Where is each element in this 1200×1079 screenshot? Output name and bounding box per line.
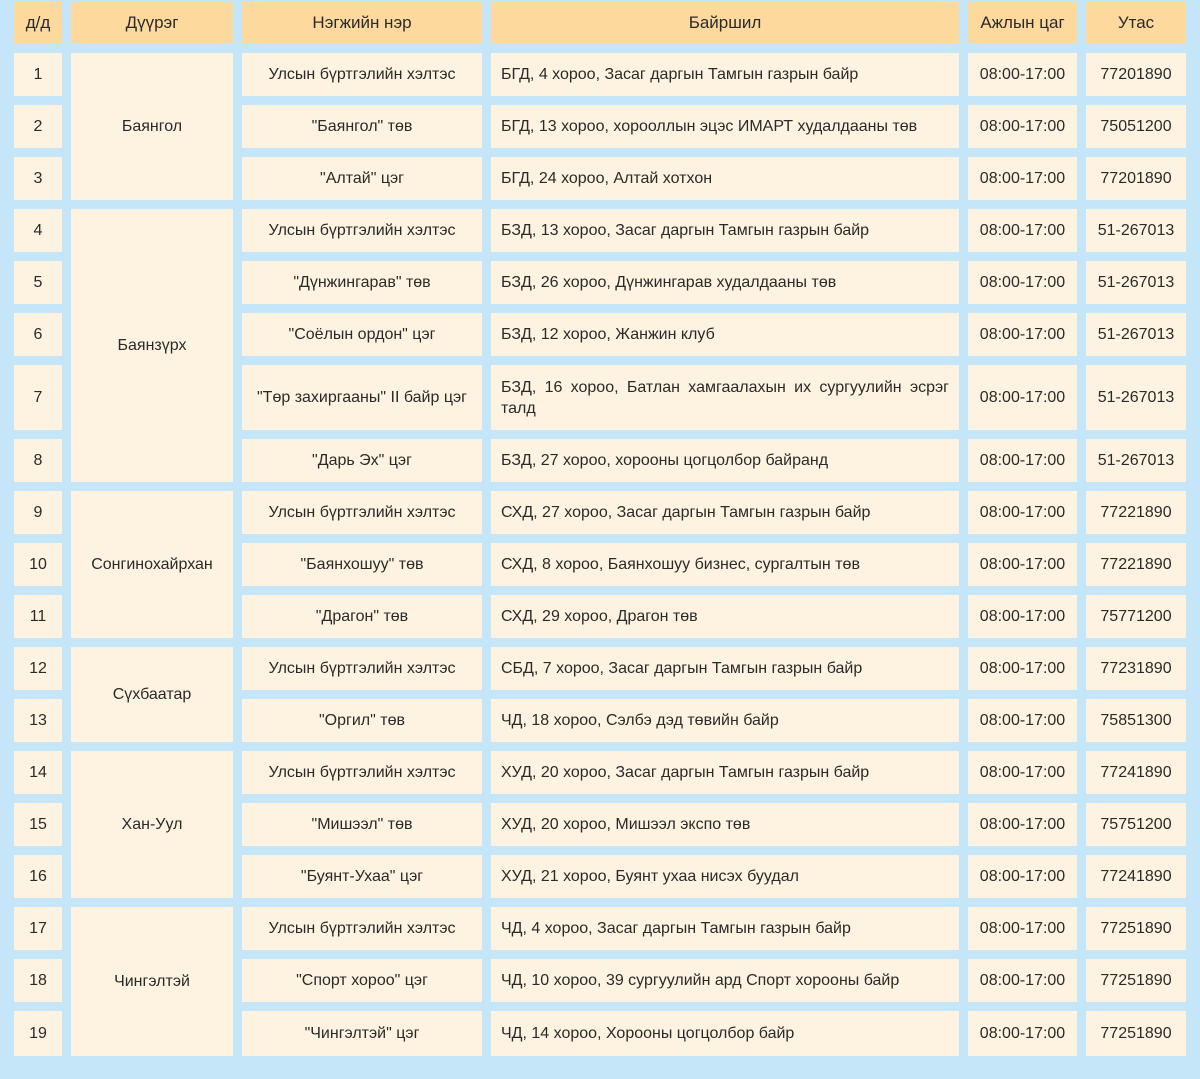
row-number-text: 3 <box>33 170 43 187</box>
phone-number <box>1086 1011 1186 1056</box>
unit-name <box>242 439 482 482</box>
unit-name <box>242 595 482 638</box>
location <box>491 261 959 304</box>
district-name-text: Сонгинохайрхан <box>91 556 213 573</box>
working-hours <box>968 907 1077 950</box>
location-text: СХД, 8 хороо, Баянхошуу бизнес, сургалтын төв <box>501 556 860 573</box>
header-phone-text: Утас <box>1117 13 1155 32</box>
row-number <box>14 439 62 482</box>
phone-number <box>1086 157 1186 200</box>
unit-name <box>242 1011 482 1056</box>
working-hours-text: 08:00-17:00 <box>979 504 1066 521</box>
unit-name <box>242 157 482 200</box>
working-hours-text: 08:00-17:00 <box>979 66 1066 83</box>
header-district <box>71 2 233 43</box>
working-hours <box>968 313 1077 356</box>
unit-name-text: Улсын бүртгэлийн хэлтэс <box>268 504 456 521</box>
phone-number <box>1086 803 1186 846</box>
district-name-text: Баянгол <box>121 118 183 135</box>
row-number <box>14 959 62 1002</box>
location <box>491 959 959 1002</box>
working-hours-text: 08:00-17:00 <box>979 816 1066 833</box>
row-number-text: 5 <box>33 274 43 291</box>
location <box>491 313 959 356</box>
working-hours <box>968 595 1077 638</box>
working-hours <box>968 803 1077 846</box>
unit-name <box>242 751 482 794</box>
district-name-text: Чингэлтэй <box>114 973 190 990</box>
working-hours-text: 08:00-17:00 <box>979 170 1066 187</box>
unit-name-text: "Баянхошуу" төв <box>300 556 424 573</box>
row-number-text: 19 <box>29 1025 47 1042</box>
working-hours-text: 08:00-17:00 <box>979 660 1066 677</box>
unit-name-text: "Дүнжингарав" төв <box>293 274 431 291</box>
unit-name-text: "Чингэлтэй" цэг <box>304 1025 420 1042</box>
phone-number-text: 75771200 <box>1100 608 1172 625</box>
phone-number-text: 75851300 <box>1100 712 1172 729</box>
row-number-text: 4 <box>33 222 43 239</box>
working-hours <box>968 53 1077 96</box>
location-text: ЧД, 14 хороо, Хорооны цогцолбор байр <box>501 1025 795 1042</box>
phone-number-text: 51-267013 <box>1097 389 1175 406</box>
phone-number <box>1086 855 1186 898</box>
row-number <box>14 491 62 534</box>
phone-number <box>1086 543 1186 586</box>
header-num <box>14 2 62 43</box>
header-unit-text: Нэгжийн нэр <box>312 13 412 32</box>
location-text: ЧД, 4 хороо, Засаг даргын Тамгын газрын байр <box>501 920 851 937</box>
unit-name-text: "Буянт-Ухаа" цэг <box>300 868 424 885</box>
row-number-text: 8 <box>33 452 43 469</box>
working-hours-text: 08:00-17:00 <box>979 608 1066 625</box>
working-hours <box>968 647 1077 690</box>
row-number <box>14 803 62 846</box>
phone-number <box>1086 313 1186 356</box>
unit-name <box>242 907 482 950</box>
location-text: БЗД, 12 хороо, Жанжин клуб <box>501 326 715 343</box>
row-number-text: 7 <box>33 389 43 406</box>
phone-number-text: 77221890 <box>1100 504 1172 521</box>
header-location-text: Байршил <box>688 13 762 32</box>
unit-name-text: "Спорт хороо" цэг <box>296 972 428 989</box>
phone-number <box>1086 907 1186 950</box>
working-hours <box>968 1011 1077 1056</box>
unit-name <box>242 543 482 586</box>
row-number-text: 10 <box>29 556 47 573</box>
row-number-text: 18 <box>29 972 47 989</box>
row-number <box>14 105 62 148</box>
district-name-text: Хан-Уул <box>121 816 183 833</box>
working-hours-text: 08:00-17:00 <box>979 274 1066 291</box>
working-hours <box>968 491 1077 534</box>
phone-number-text: 77231890 <box>1100 660 1172 677</box>
header-hours <box>968 2 1077 43</box>
location <box>491 751 959 794</box>
row-number <box>14 855 62 898</box>
phone-number <box>1086 647 1186 690</box>
phone-number-text: 77201890 <box>1100 170 1172 187</box>
unit-name <box>242 53 482 96</box>
row-number-text: 9 <box>33 504 43 521</box>
working-hours <box>968 105 1077 148</box>
phone-number-text: 51-267013 <box>1097 326 1175 343</box>
working-hours <box>968 699 1077 742</box>
row-number <box>14 209 62 252</box>
phone-number-text: 77251890 <box>1100 920 1172 937</box>
unit-name-text: "Мишээл" төв <box>311 816 413 833</box>
header-district-text: Дүүрэг <box>125 13 179 32</box>
location-text: ХУД, 20 хороо, Засаг даргын Тамгын газрын байр <box>501 764 870 781</box>
location-text: ХУД, 20 хороо, Мишээл экспо төв <box>501 816 751 833</box>
unit-name <box>242 491 482 534</box>
phone-number-text: 77201890 <box>1100 66 1172 83</box>
location <box>491 907 959 950</box>
header-unit <box>242 2 482 43</box>
location-text: ЧД, 18 хороо, Сэлбэ дэд төвийн байр <box>501 712 779 729</box>
location-text: СХД, 27 хороо, Засаг даргын Тамгын газрын байр <box>501 504 871 521</box>
unit-name-text: Улсын бүртгэлийн хэлтэс <box>268 66 456 83</box>
working-hours <box>968 157 1077 200</box>
unit-name-text: "Оргил" төв <box>319 712 405 729</box>
header-phone <box>1086 2 1186 43</box>
location <box>491 491 959 534</box>
working-hours-text: 08:00-17:00 <box>979 764 1066 781</box>
working-hours-text: 08:00-17:00 <box>979 389 1066 406</box>
district-name <box>71 647 233 742</box>
working-hours-text: 08:00-17:00 <box>979 326 1066 343</box>
header-num-text: д/д <box>25 13 51 32</box>
location-text: БЗД, 26 хороо, Дүнжингарав худалдааны төв <box>501 274 837 291</box>
district-name-text: Баянзүрх <box>117 337 187 354</box>
location-text: БГД, 4 хороо, Засаг даргын Тамгын газрын байр <box>501 66 859 83</box>
working-hours-text: 08:00-17:00 <box>979 222 1066 239</box>
phone-number <box>1086 439 1186 482</box>
location-text: БЗД, 16 хороо, Батлан хамгаалахын их сургуулийн эсрэг талд <box>501 378 949 417</box>
location-text: СХД, 29 хороо, Драгон төв <box>501 608 698 625</box>
unit-name <box>242 209 482 252</box>
working-hours-text: 08:00-17:00 <box>979 452 1066 469</box>
row-number <box>14 751 62 794</box>
working-hours-text: 08:00-17:00 <box>979 1025 1066 1042</box>
location-text: БГД, 13 хороо, хорооллын эцэс ИМАРТ худалдааны төв <box>501 118 918 135</box>
row-number <box>14 543 62 586</box>
phone-number <box>1086 209 1186 252</box>
location-text: ЧД, 10 хороо, 39 сургуулийн ард Спорт хорооны байр <box>501 972 900 989</box>
row-number <box>14 1011 62 1056</box>
unit-name-text: Улсын бүртгэлийн хэлтэс <box>268 920 456 937</box>
phone-number-text: 77251890 <box>1100 972 1172 989</box>
location <box>491 209 959 252</box>
row-number <box>14 365 62 430</box>
unit-name <box>242 855 482 898</box>
row-number-text: 11 <box>29 608 47 625</box>
unit-name-text: "Дарь Эх" цэг <box>312 452 412 469</box>
location <box>491 157 959 200</box>
phone-number-text: 75051200 <box>1100 118 1172 135</box>
working-hours-text: 08:00-17:00 <box>979 868 1066 885</box>
location <box>491 53 959 96</box>
phone-number <box>1086 261 1186 304</box>
unit-name-text: "Соёлын ордон" цэг <box>288 326 436 343</box>
row-number <box>14 595 62 638</box>
working-hours <box>968 751 1077 794</box>
working-hours-text: 08:00-17:00 <box>979 118 1066 135</box>
unit-name-text: "Төр захиргааны" II байр цэг <box>257 389 467 406</box>
location-text: БЗД, 13 хороо, Засаг даргын Тамгын газрын байр <box>501 222 870 239</box>
phone-number <box>1086 959 1186 1002</box>
unit-name <box>242 261 482 304</box>
district-name <box>71 491 233 638</box>
unit-name-text: Улсын бүртгэлийн хэлтэс <box>268 222 456 239</box>
working-hours-text: 08:00-17:00 <box>979 972 1066 989</box>
location-text: СБД, 7 хороо, Засаг даргын Тамгын газрын байр <box>501 660 863 677</box>
row-number <box>14 53 62 96</box>
working-hours <box>968 439 1077 482</box>
phone-number-text: 51-267013 <box>1097 452 1175 469</box>
location <box>491 803 959 846</box>
district-name <box>71 907 233 1056</box>
unit-name-text: Улсын бүртгэлийн хэлтэс <box>268 660 456 677</box>
phone-number-text: 77221890 <box>1100 556 1172 573</box>
working-hours <box>968 959 1077 1002</box>
row-number <box>14 907 62 950</box>
phone-number-text: 75751200 <box>1100 816 1172 833</box>
phone-number-text: 51-267013 <box>1097 274 1175 291</box>
row-number <box>14 647 62 690</box>
unit-name <box>242 313 482 356</box>
location <box>491 1011 959 1056</box>
location <box>491 647 959 690</box>
unit-name-text: Улсын бүртгэлийн хэлтэс <box>268 764 456 781</box>
row-number-text: 14 <box>29 764 47 781</box>
phone-number-text: 51-267013 <box>1097 222 1175 239</box>
unit-name-text: "Баянгол" төв <box>311 118 413 135</box>
location-text: БЗД, 27 хороо, хорооны цогцолбор байранд <box>501 452 829 469</box>
phone-number <box>1086 491 1186 534</box>
working-hours <box>968 543 1077 586</box>
phone-number-text: 77241890 <box>1100 868 1172 885</box>
unit-name-text: "Алтай" цэг <box>320 170 404 187</box>
district-name <box>71 751 233 898</box>
unit-name <box>242 365 482 430</box>
phone-number <box>1086 365 1186 430</box>
location <box>491 699 959 742</box>
district-name <box>71 53 233 200</box>
row-number-text: 12 <box>29 660 47 677</box>
location <box>491 855 959 898</box>
header-location <box>491 2 959 43</box>
location <box>491 105 959 148</box>
phone-number-text: 77241890 <box>1100 764 1172 781</box>
working-hours <box>968 261 1077 304</box>
location <box>491 365 959 430</box>
phone-number <box>1086 751 1186 794</box>
location-text: БГД, 24 хороо, Алтай хотхон <box>501 170 713 187</box>
working-hours <box>968 855 1077 898</box>
working-hours <box>968 209 1077 252</box>
row-number <box>14 157 62 200</box>
phone-number <box>1086 105 1186 148</box>
unit-name <box>242 699 482 742</box>
unit-name <box>242 105 482 148</box>
unit-name-text: "Драгон" төв <box>315 608 409 625</box>
working-hours-text: 08:00-17:00 <box>979 556 1066 573</box>
row-number-text: 1 <box>33 66 43 83</box>
phone-number <box>1086 699 1186 742</box>
district-name-text: Сүхбаатар <box>112 686 192 703</box>
working-hours-text: 08:00-17:00 <box>979 920 1066 937</box>
location <box>491 439 959 482</box>
phone-number <box>1086 595 1186 638</box>
location-text: ХУД, 21 хороо, Буянт ухаа нисэх буудал <box>501 868 799 885</box>
row-number-text: 13 <box>29 712 47 729</box>
phone-number <box>1086 53 1186 96</box>
working-hours <box>968 365 1077 430</box>
unit-name <box>242 959 482 1002</box>
row-number-text: 6 <box>33 326 43 343</box>
header-hours-text: Ажлын цаг <box>980 13 1065 32</box>
row-number-text: 2 <box>33 118 43 135</box>
phone-number-text: 77251890 <box>1100 1025 1172 1042</box>
location <box>491 543 959 586</box>
row-number-text: 16 <box>29 868 47 885</box>
unit-name <box>242 803 482 846</box>
row-number <box>14 699 62 742</box>
unit-name <box>242 647 482 690</box>
row-number <box>14 261 62 304</box>
row-number <box>14 313 62 356</box>
row-number-text: 17 <box>29 920 47 937</box>
working-hours-text: 08:00-17:00 <box>979 712 1066 729</box>
district-name <box>71 209 233 482</box>
location <box>491 595 959 638</box>
row-number-text: 15 <box>29 816 47 833</box>
